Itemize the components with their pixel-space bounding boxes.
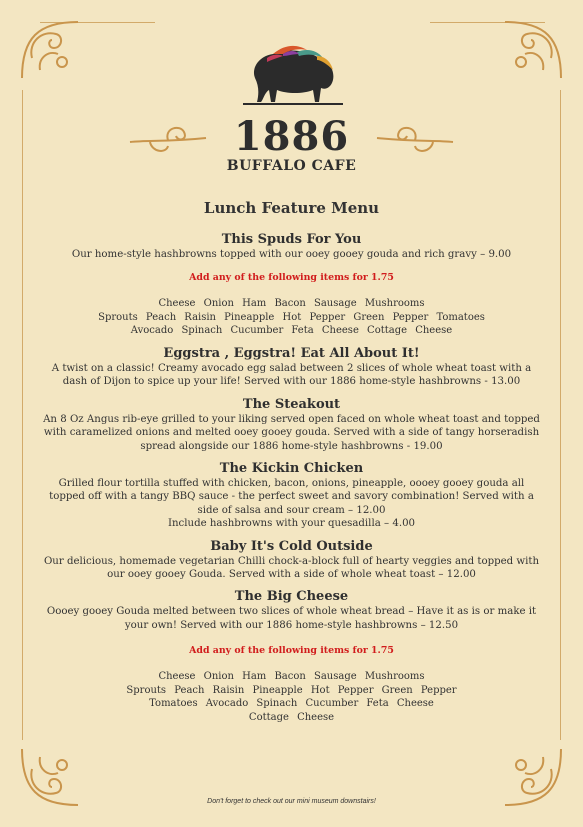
menu-item-title: The Steakout: [242, 396, 341, 412]
addon-items-line: Sprouts Peach Raisin Pineapple Hot Pepper Green Pepper Tomatoes: [98, 311, 485, 323]
cafe-logo: [0, 40, 583, 174]
addon-block: [40, 271, 543, 338]
menu-item-description: A twist on a classic! Creamy avocado egg salad between 2 slices of whole wheat toast with a dash of Dijon to spice up your life! Served with our 1886 home-style hashbrowns - 13.00: [51, 362, 532, 388]
menu-content: [40, 198, 543, 724]
menu-item-description: Our home-style hashbrowns topped with our ooey gooey gouda and rich gravy – 9.00: [71, 249, 512, 260]
addon-heading: Add any of the following items for 1.75: [189, 272, 394, 284]
menu-item-title: The Kickin Chicken: [219, 460, 364, 476]
menu-item-description: An 8 Oz Angus rib-eye grilled to your liking served open faced on whole wheat toast and topped with caramelized onions and melted ooey gooey gouda. Served with a side of tangy horseradish spread alongside our 1886 home-style hashbrowns - 19.00: [43, 413, 540, 452]
menu-item-description: Our delicious, homemade vegetarian Chilli chock-a-block full of hearty veggies and topped with our ooey gooey Gouda. Served with a side of whole wheat toast – 12.00: [43, 555, 540, 580]
menu-item: [40, 539, 543, 582]
addon-items-line: Cheese Onion Ham Bacon Sausage Mushrooms: [158, 298, 425, 310]
menu-item: [40, 397, 543, 453]
left-border-line: [22, 90, 23, 740]
addon-items-line: Cheese Onion Ham Bacon Sausage Mushrooms: [158, 671, 425, 683]
addon-items-line: Tomatoes Avocado Spinach Cucumber Feta Cheese: [149, 698, 434, 710]
addon-heading: Add any of the following items for 1.75: [189, 645, 394, 657]
menu-item: [40, 232, 543, 261]
addon-items-line: Avocado Spinach Cucumber Feta Cheese Cottage Cheese: [130, 325, 453, 337]
footer-note: Don't forget to check out our mini museum downstairs!: [207, 798, 376, 805]
menu-item-title: The Big Cheese: [234, 589, 349, 605]
menu-item-description: Oooey gooey Gouda melted between two slices of whole wheat bread – Have it as is or make it your own! Served with our 1886 home-style hashbrowns – 12.50: [46, 606, 537, 631]
addon-block: [40, 644, 543, 724]
menu-item-extra: Include hashbrowns with your quesadilla – 4.00: [167, 518, 416, 530]
menu-item-title: Baby It's Cold Outside: [210, 538, 373, 554]
logo-number: 1886: [233, 113, 350, 160]
addon-items-line: Sprouts Peach Raisin Pineapple Hot Pepper Green Pepper: [126, 684, 457, 696]
buffalo-logo-icon: [237, 40, 347, 110]
menu-item: [40, 346, 543, 389]
menu-title: Lunch Feature Menu: [203, 199, 380, 217]
menu-item-title: Eggstra , Eggstra! Eat All About It!: [163, 345, 420, 361]
menu-item-description: Grilled flour tortilla stuffed with chicken, bacon, onions, pineapple, oooey gooey gouda all topped off with a tangy BBQ sauce - the perfect sweet and savory combination! Served with a side of salsa and sour cream – 12.00: [49, 477, 534, 516]
menu-item-title: This Spuds For You: [221, 232, 362, 247]
right-border-line: [560, 90, 561, 740]
logo-subtitle: BUFFALO CAFE: [226, 158, 357, 174]
addon-items-line: Cottage Cheese: [248, 711, 335, 723]
menu-item: [40, 589, 543, 632]
menu-item: [40, 461, 543, 531]
